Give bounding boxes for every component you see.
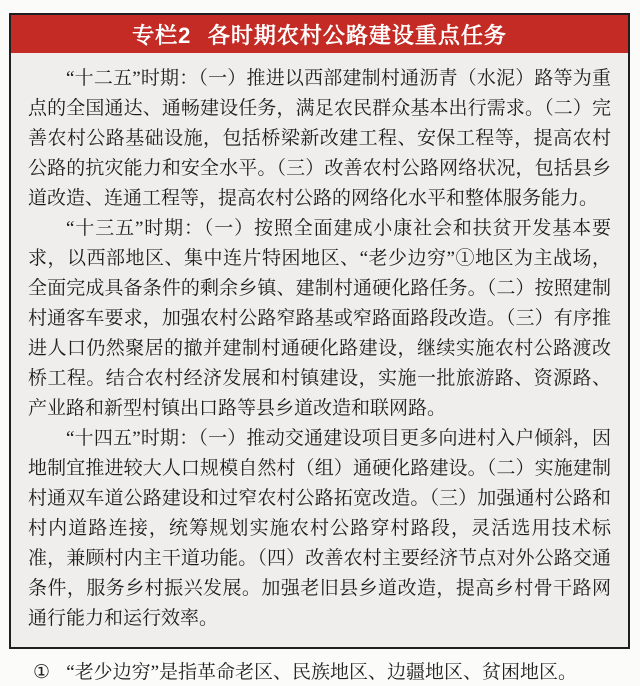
paragraph-12th-five-year: “十二五”时期：（一）推进以西部建制村通沥青（水泥）路等为重点的全国通达、通畅建设任务，满足农民群众基本出行需求。（二）完善农村公路基础设施，包括桥梁新改建工程、安保工程等，提高农村公路的抗灾能力和安全水平。（三）改善农村公路网络状况，包括县乡道改造、连通工程等，提高农村公路的网络化水平和整体服务能力。	[28, 68, 611, 209]
column-body	[11, 53, 628, 647]
column-title: 各时期农村公路建设重点任务	[207, 22, 507, 48]
footnote-text: “老少边穷”是指革命老区、民族地区、边疆地区、贫困地区。	[66, 662, 578, 683]
column-label: 专栏2	[132, 22, 192, 48]
paragraph-14th-five-year: “十四五”时期：（一）推动交通建设项目更多向进村入户倾斜，因地制宜推进较大人口规模自然村（组）通硬化路建设。（二）实施建制村通双车道公路建设和过窄农村公路拓宽改造。（三）加强通村公路和村内道路连接，统筹规划实施农村公路穿村路段，灵活选用技术标准，兼顾村内主干道功能。（四）改善农村主要经济节点对外公路交通条件，服务乡村振兴发展。加强老旧县乡道改造，提高乡村骨干路网通行能力和运行效率。	[28, 428, 611, 629]
footnote-marker: ①	[33, 662, 51, 683]
column-header	[11, 15, 628, 53]
footnote	[9, 660, 630, 686]
column-box	[9, 13, 630, 649]
paragraph-13th-five-year: “十三五”时期：（一）按照全面建成小康社会和扶贫开发基本要求，以西部地区、集中连片特困地区、“老少边穷”①地区为主战场，全面完成具备条件的剩余乡镇、建制村通硬化路任务。（二）按照建制村通客车要求，加强农村公路窄路基或窄路面路段改造。（三）有序推进人口仍然聚居的撤并建制村通硬化路建设，继续实施农村公路渡改桥工程。结合农村经济发展和村镇建设，实施一批旅游路、资源路、产业路和新型村镇出口路等县乡道改造和联网路。	[28, 218, 611, 419]
page	[0, 13, 640, 683]
